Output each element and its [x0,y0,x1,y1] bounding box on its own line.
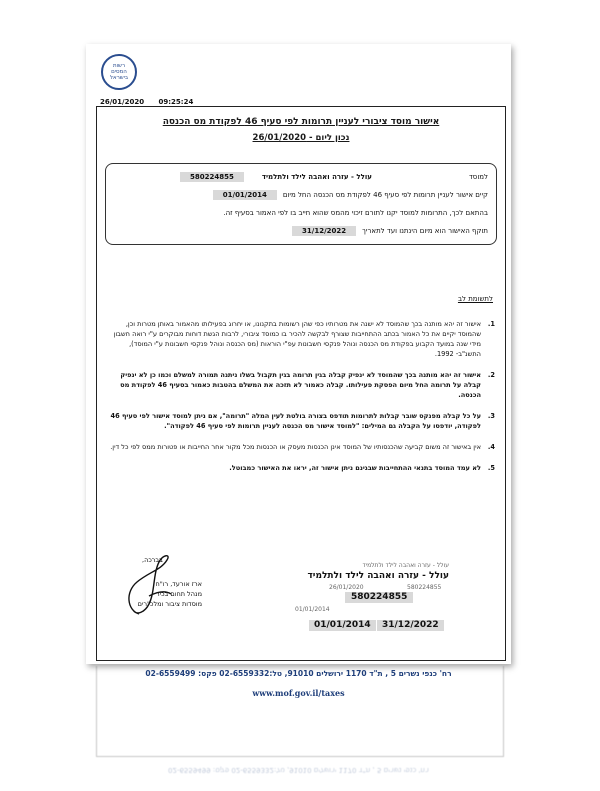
signatory-department: מוסדות ציבור ומלכ"רים [137,600,202,608]
start-date: 01/01/2014 [213,190,277,200]
list-item: 3. על כל קבלה מפנקס שובר קבלות לתרומות תודפס בצורה בולטת לעין המלה "תרומה", אם ניתן למוסד אישור לפי סעיף 46 לפקודה, יודפסו על הקבלה גם המילים: "למוסד אישור מס הכנסה לעניין תרומות לפי סעיף 46 לפקודה". [110,412,495,430]
print-time: 09:25:24 [158,98,194,106]
reduced-certificate-stamp: עולל - עזרה ואהבה לילד ולתלמיד עולל - עזרה ואהבה לילד ולתלמיד 26/01/2020 580224855 580224855 01/01/2014 01/01/2014 31/12/2022 [295,562,449,630]
certificate-subtitle: נכון ליום - 26/01/2020 [252,133,350,143]
info-row-start: קיים אישור לעניין תרומות לפי סעיף 46 לפקודת מס הכנסה החל מיום 01/01/2014 [114,188,488,202]
list-item: 2. אישור זה יהא מותנה בכך שהמוסד לא ינפיק קבלה בגין תרומה בגין תקבול בשלו ניתנה תמורה למשלם וכמו כן לא ינפיק קבלה על תרומה החל מיום הפסקת פעילותו. קבלה כאמור לא תזכה את המשלם בהטבות כאמור בסעיף 46 לפקודת מס הכנסה. [120,371,495,399]
list-item: 4. אין באישור זה משום קביעה שהכנסותיו של המוסד אינן הכנסות מעסק או הכנסות מכל מקור אחר החייבות או פטורות ממס לפי כל דין. [110,443,495,451]
print-timestamp [100,98,205,106]
info-row-credit: בהתאם לכך, התרומות למוסד יקנו לתורם זיכוי מהמס שהוא חייב בו לפי האמור בסעיף זה. [223,209,488,217]
document-page [86,44,511,698]
end-date: 31/12/2022 [292,226,356,236]
handwritten-signature [119,552,179,622]
institution-id: 580224855 [180,172,244,182]
tax-authority-logo: רשות המסים בישראל [101,54,137,90]
list-item: 1. אישור זה יהא מותנה בכך שהמוסד לא ישנה את מטרותיו כפי שהן רשומות בתקנונו, או יחרוג בפעילותו מהאמור באותן מטרות וכן, שהמוסד יקיים את כל האמור בכתב ההתחייבות שצורף לבקשה להכיר בו כמוסד ציבורי, לרבות הגשת דוחות מבוקרים ע"י רואה חשבון מידי שנה במועד הקבוע בפקודת מס הכנסה ונוהל פנקסי חשבונות עפ"י הוראות (מס הכנסה ונוהל פנקסי חשבונות ע"י המוסד), התשנ"ב- 1992. [113,320,495,358]
page-reflection: רח' כנפי נשרים 5 , ת"ד 1170 ירושלים 91010, טל:02-6559332 פקס: 02-6559499 [86,666,511,791]
institution-name: עולל - עזרה ואהבה לילד ולתלמיד [261,173,372,181]
certificate-frame [96,106,506,661]
conditions-list [109,319,495,484]
list-item: 5. לא עמד המוסד בתנאי ההתחייבות שבגינם ניתן אישור זה, יראו את האישור כמבוטל. [229,464,495,472]
signatory-name: ארז אורעד, רו"ח [155,580,202,588]
info-row-institution: למוסד עולל - עזרה ואהבה לילד ולתלמיד 580224855 [114,170,488,184]
institution-info-box [105,163,497,245]
signatory-role: מנהל תחום בכיר [155,590,202,598]
print-date: 26/01/2020 [100,98,145,106]
info-row-validity: תוקף האישור הוא מיום הינתנו ועד לתאריך 31/12/2022 [114,224,488,238]
certificate-title: אישור מוסד ציבורי לעניין תרומות לפי סעיף 46 לפקודת מס הכנסה [162,117,440,127]
footer-address: רח' כנפי נשרים 5 , ת"ד 1170 ירושלים 91010, טל:02-6559332 פקס: 02-6559499 [145,669,452,678]
footer-url[interactable]: www.mof.gov.il/taxes [252,688,345,698]
attention-label: לתשומת לב [457,295,493,303]
signature-greeting: בברכה, [142,556,163,564]
